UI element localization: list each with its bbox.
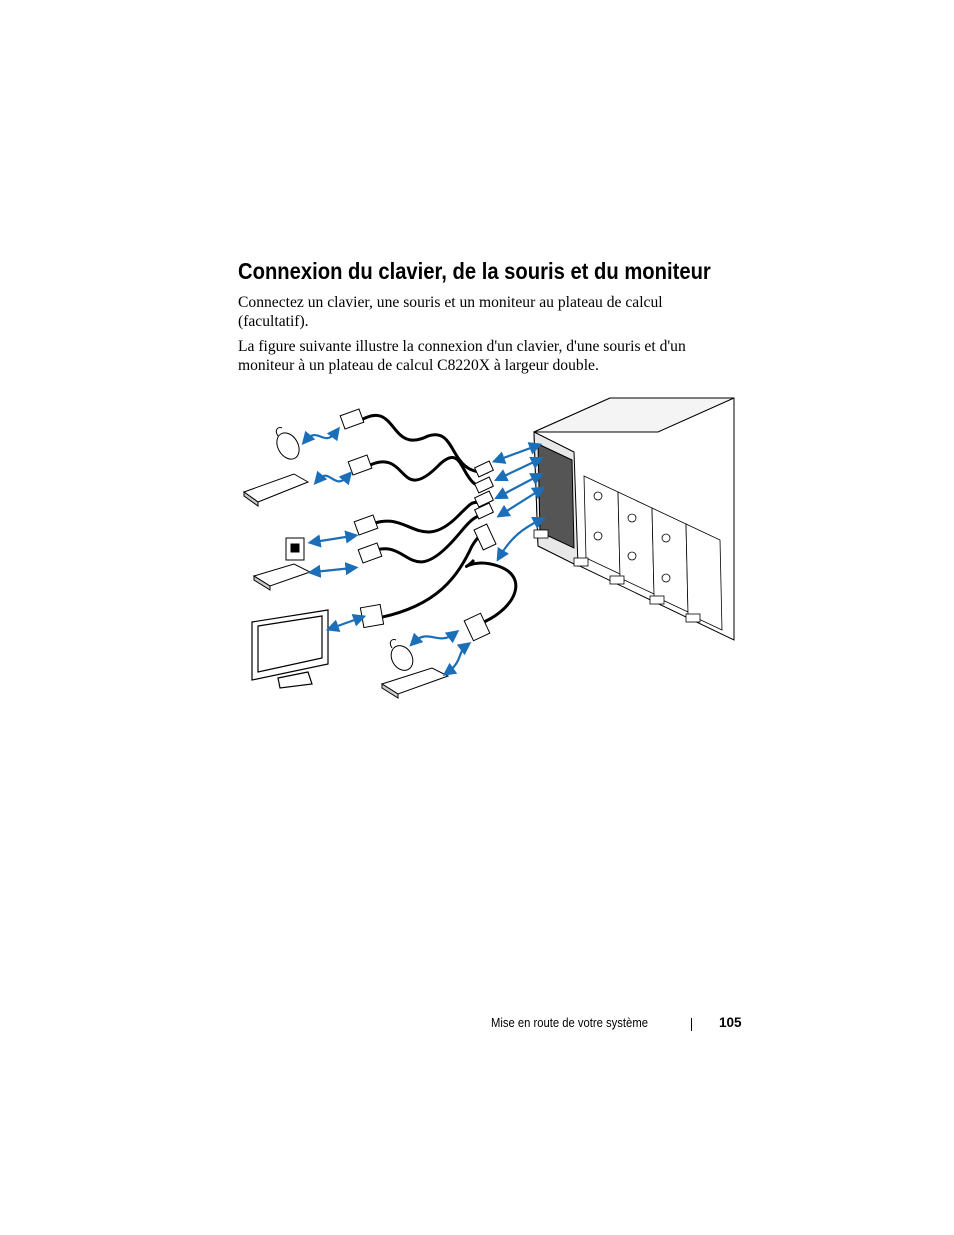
device-plugs [340, 409, 383, 628]
network-switch-icon [254, 564, 310, 590]
network-jack-icon [286, 538, 304, 560]
footer-separator [691, 1018, 692, 1031]
intro-paragraph: Connectez un clavier, une souris et un moniteur au plateau de calcul (facultatif). [238, 294, 663, 330]
footer-chapter-title: Mise en route de votre système [491, 1016, 648, 1030]
server-chassis-icon [534, 398, 734, 640]
figure-description-paragraph: La figure suivante illustre la connexion d'un clavier, d'une souris et d'un moniteur à un plateau de calcul C8220X à largeur double. [238, 338, 686, 374]
cables [358, 415, 516, 622]
connection-arrows [306, 432, 540, 672]
monitor-icon [252, 610, 328, 688]
page-number: 105 [719, 1015, 742, 1030]
mouse-icon [272, 427, 303, 463]
keyboard-icon [244, 474, 308, 506]
section-heading: Connexion du clavier, de la souris et du moniteur [238, 258, 711, 284]
connection-diagram [238, 396, 738, 706]
mouse-icon-2 [387, 639, 417, 674]
keyboard-icon-2 [382, 668, 448, 698]
